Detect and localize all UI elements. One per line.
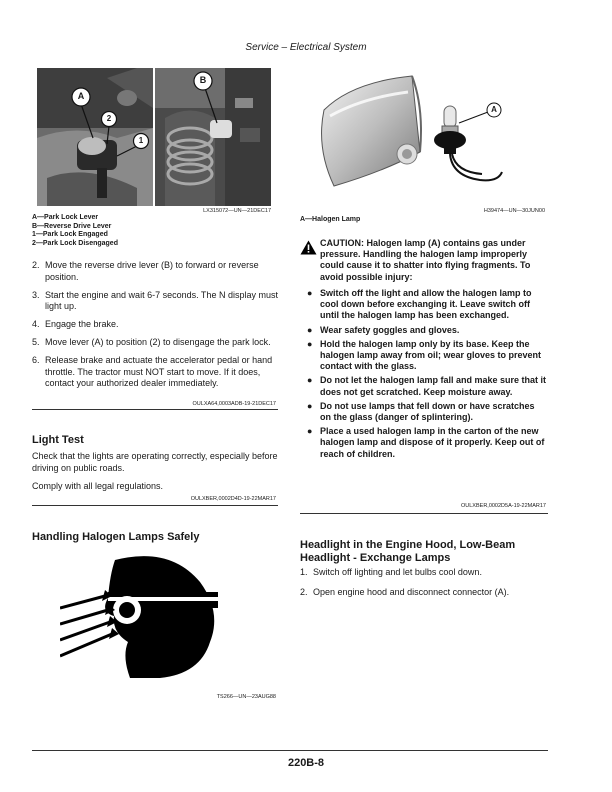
- bullet-text: Place a used halogen lamp in the carton of the new halogen lamp and dispose of it properly. Keep out of reach of children.: [320, 426, 545, 459]
- step-text: Move lever (A) to position (2) to disengage the park lock.: [45, 337, 271, 347]
- halogen-lamp-illustration: [312, 68, 512, 198]
- step-number: 5.: [32, 337, 40, 347]
- step-item: [32, 355, 278, 390]
- step-number: 2.: [32, 260, 40, 270]
- caution-bullets: [302, 288, 548, 463]
- step-number: 2.: [300, 586, 308, 597]
- callout-1: 1: [138, 136, 144, 145]
- bullet-item: [302, 375, 548, 397]
- running-header: Service – Electrical System: [245, 42, 367, 53]
- bullet-dot: ●: [307, 288, 313, 298]
- warning-triangle-icon: [300, 240, 317, 255]
- steps-ref: OULXA64,0003ADB-19-21DEC17: [192, 401, 276, 407]
- headlight-heading: [300, 539, 548, 565]
- step-number: 4.: [32, 319, 40, 329]
- reverse-lever-photo-right: [155, 68, 271, 206]
- callout-b: B: [199, 75, 207, 85]
- figure1-ref: LX315072—UN—21DEC17: [203, 208, 271, 214]
- halogen-safety-heading: Handling Halogen Lamps Safely: [32, 531, 200, 543]
- bullet-dot: ●: [307, 338, 313, 349]
- figure2-ref: H39474—UN—30JUN00: [483, 208, 545, 214]
- step-item: [32, 337, 278, 349]
- legend-item: A—Park Lock Lever: [32, 214, 99, 221]
- step-item: [32, 319, 278, 331]
- bullet-text: Wear safety goggles and gloves.: [320, 324, 460, 335]
- step-text: Switch off lighting and let bulbs cool down.: [313, 567, 482, 577]
- step-text: Open engine hood and disconnect connector (A).: [313, 586, 510, 597]
- headlight-heading-line2: Headlight - Exchange Lamps: [300, 552, 451, 564]
- park-lock-lever-illustration: [37, 68, 153, 206]
- caution-text: CAUTION: Halogen lamp (A) contains gas under pressure. Handling the halogen lamp improperly could cause it to shatter into flying fragments. To avoid possible injury:: [320, 238, 531, 282]
- step-item: [300, 567, 548, 579]
- reverse-drive-lever-illustration: [155, 68, 271, 206]
- bullet-item: [302, 288, 548, 322]
- bullet-text: Hold the halogen lamp only by its base. Keep the halogen lamp away from oil; wear gloves to prevent contact with the glass.: [320, 338, 542, 372]
- bullet-item: [302, 401, 548, 423]
- figure1-legend: [32, 214, 272, 248]
- bullet-item: [302, 339, 548, 373]
- step-number: 6.: [32, 355, 40, 365]
- legend-item: B—Reverse Drive Lever: [32, 222, 112, 230]
- callout-a: A: [77, 91, 85, 101]
- bullet-item: [302, 325, 548, 336]
- park-lock-steps: [32, 260, 278, 396]
- step-number: 1.: [300, 567, 308, 577]
- light-test-text: [32, 451, 278, 493]
- bullet-dot: ●: [307, 375, 313, 386]
- callout-a-lamp: A: [491, 105, 497, 114]
- step-item: [300, 587, 548, 599]
- safety-goggles-illustration: [60, 552, 220, 682]
- step-text: Engage the brake.: [45, 319, 119, 329]
- caution-ref: OULXBER,0002D5A-19-22MAR17: [461, 503, 546, 509]
- headlight-steps: [300, 567, 548, 605]
- step-item: [32, 290, 278, 313]
- legend-item: 2—Park Lock Disengaged: [32, 239, 118, 247]
- divider: [32, 505, 278, 506]
- bullet-item: [302, 426, 548, 460]
- divider: [32, 409, 278, 410]
- footer-rule: [32, 750, 548, 751]
- bullet-dot: ●: [307, 400, 313, 411]
- light-test-heading: Light Test: [32, 434, 84, 446]
- bullet-dot: ●: [307, 324, 313, 335]
- step-text: Start the engine and wait 6-7 seconds. The N display must light up.: [45, 289, 278, 311]
- step-text: Move the reverse drive lever (B) to forward or reverse position.: [45, 260, 259, 282]
- bullet-text: Switch off the light and allow the halogen lamp to cool down before exchanging it. Leave switch off until the halogen lamp has been exchanged.: [320, 288, 532, 321]
- headlight-heading-line1: Headlight in the Engine Hood, Low-Beam: [300, 539, 516, 551]
- paragraph: Check that the lights are operating correctly, especially before driving on public roads.: [32, 451, 278, 473]
- page-number: 220B-8: [287, 757, 325, 769]
- step-number: 3.: [32, 289, 40, 300]
- callout-2: 2: [106, 114, 112, 123]
- park-lock-photo-left: [37, 68, 153, 206]
- bullet-text: Do not use lamps that fell down or have scratches on the glass (danger of splintering).: [320, 400, 535, 423]
- halogen-figure-ref: TS266—UN—23AUG88: [216, 694, 276, 700]
- light-test-ref: OULXBER,0002D4D-19-22MAR17: [190, 496, 276, 502]
- figure2-caption: A—Halogen Lamp: [300, 216, 361, 223]
- paragraph: Comply with all legal regulations.: [32, 481, 164, 491]
- bullet-dot: ●: [307, 426, 313, 437]
- bullet-text: Do not let the halogen lamp fall and make sure that it does not get scratched. Keep moisture away.: [320, 375, 547, 397]
- step-text: Release brake and actuate the accelerator pedal or hand throttle. The tractor must NOT start to move. If it does, contact your authorized dealer immediately.: [45, 355, 273, 388]
- legend-item: 1—Park Lock Engaged: [32, 231, 108, 238]
- step-item: [32, 260, 278, 283]
- divider: [300, 513, 548, 514]
